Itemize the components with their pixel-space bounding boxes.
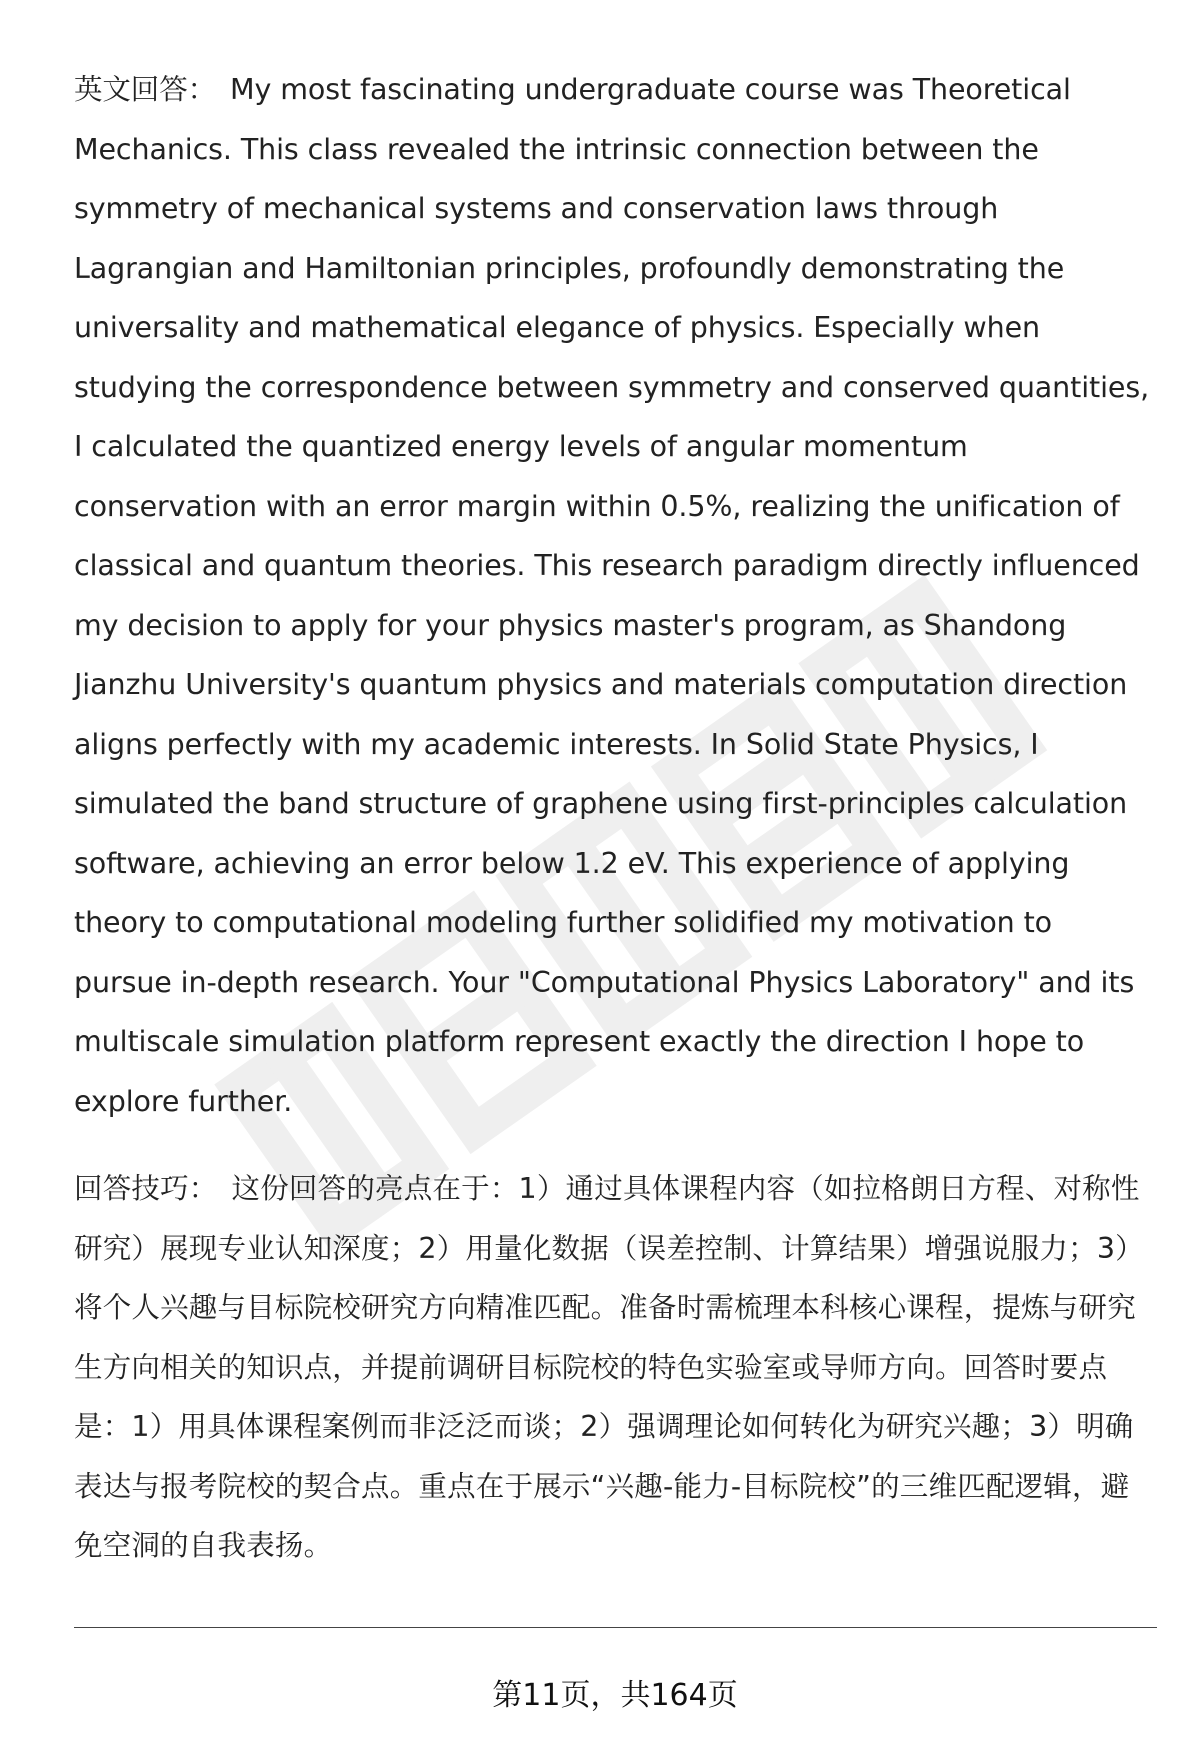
english-answer-text: My most fascinating undergraduate course was Theoretical Mechanics. This class revealed the intrinsic connection between the symmetry of mechanical systems and conservation laws through Lagrangian and Hamiltonian principles, profoundly demonstrating the universality and mathematical elegance of physics. Especially when studying the correspondence between symmetry and conserved quantities, I calculated the quantized energy levels of angular momentum conservation with an error margin within 0.5%, realizing the unification of classical and quantum theories. This research paradigm directly influenced my decision to apply for your physics master's program, as Shandong Jianzhu University's quantum physics and materials computation direction aligns perfectly with my academic interests. In Solid State Physics, I simulated the band structure of graphene using first-principles calculation software, achieving an error below 1.2 eV. This experience of applying theory to computational modeling further solidified my motivation to pursue in-depth research. Your "Computational Physics Laboratory" and its multiscale simulation platform represent exactly the direction I hope to explore further. <box>74 73 1150 1118</box>
answer-tips-text: 这份回答的亮点在于：1）通过具体课程内容（如拉格朗日方程、对称性研究）展现专业认知深度；2）用量化数据（误差控制、计算结果）增强说服力；3）将个人兴趣与目标院校研究方向精准匹配。准备时需梳理本科核心课程，提炼与研究生方向相关的知识点，并提前调研目标院校的特色实验室或导师方向。回答时要点是：1）用具体课程案例而非泛泛而谈；2）强调理论如何转化为研究兴趣；3）明确表达与报考院校的契合点。重点在于展示“兴趣-能力-目标院校”的三维匹配逻辑，避免空洞的自我表扬。 <box>74 1172 1144 1562</box>
answer-tips-paragraph <box>74 1159 1154 1576</box>
page-number: 第11页，共164页 <box>492 1678 738 1713</box>
english-answer-paragraph <box>74 60 1154 1131</box>
english-answer-label: 英文回答： <box>74 73 217 106</box>
answer-tips-label: 回答技巧： <box>74 1172 218 1205</box>
footer-divider <box>74 1627 1157 1628</box>
document-body <box>74 60 1154 1576</box>
